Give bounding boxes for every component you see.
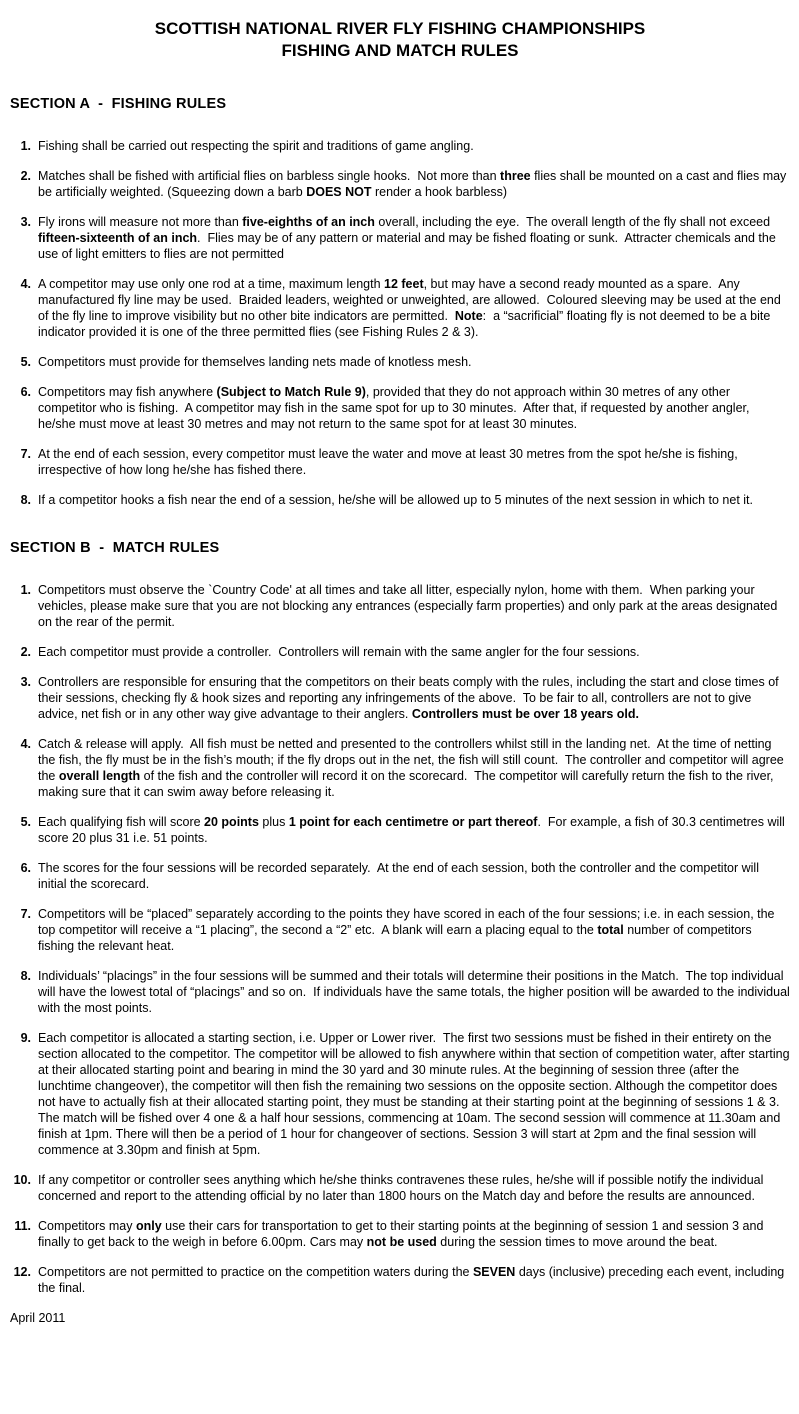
rule-text: If any competitor or controller sees anything which he/she thinks contravenes these rules, he/she will if possible notify the individual concerned and report to the attending official by no later than 1800 hours on the Match day and before the results are announced. [38,1173,767,1203]
rule-text: If a competitor hooks a fish near the end of a session, he/she will be allowed up to 5 minutes of the next session in which to net it. [38,493,753,507]
document-date: April 2011 [10,1311,66,1325]
rule-number: 2. [20,645,31,659]
rule-number: 3. [20,675,31,689]
section-b-rules [10,582,794,1296]
rule-text: Each qualifying fish will score 20 points plus 1 point for each centimetre or part thereof. For example, a fish of 30.3 centimetres will score 20 plus 31 i.e. 51 points. [38,815,789,845]
title-line-2: FISHING AND MATCH RULES [281,41,519,60]
rule-number: 3. [20,215,31,229]
rule-item [10,814,790,846]
section-a [10,96,790,508]
rule-text: Competitors must observe the `Country Code' at all times and take all litter, especially nylon, home with them. When parking your vehicles, please make sure that you are not blocking any entrances (especially farm properties) and only park at the areas designated on the rear of the permit. [38,583,781,629]
rule-text: Competitors may only use their cars for transportation to get to their starting points at the beginning of session 1 and session 3 and finally to get back to the weigh in before 6.00pm. Cars may not be used during the session times to move around the beat. [38,1219,767,1249]
rule-text: Each competitor must provide a controller. Controllers will remain with the same angler for the four sessions. [38,645,640,659]
rule-item [10,446,790,478]
rule-text: Matches shall be fished with artificial flies on barbless single hooks. Not more than three flies shall be mounted on a cast and flies may be artificially weighted. (Squeezing down a barb DOES NOT render a hook barbless) [38,169,790,199]
rule-text: Fly irons will measure not more than five-eighths of an inch overall, including the eye. The overall length of the fly shall not exceed fifteen-sixteenth of an inch. Flies may be of any pattern or material and may be fished floating or sunk. Attracter chemicals and the use of light emitters to flies are not permitted [38,215,780,261]
rule-text: At the end of each session, every competitor must leave the water and move at least 30 metres from the spot he/she is fishing, irrespective of how long he/she has fished there. [38,447,742,477]
rule-item [10,674,790,722]
rule-number: 7. [20,447,31,461]
rule-number: 11. [14,1219,31,1233]
rule-item [10,384,790,432]
rule-item [10,644,790,660]
rule-number: 2. [20,169,31,183]
rule-item [10,276,790,340]
rule-text: A competitor may use only one rod at a time, maximum length 12 feet, but may have a second ready mounted as a spare. Any manufactured fly line may be used. Braided leaders, weighted or unweighted, are allowed. Coloured sleeving may be used at the end of the fly line to improve visibility but no other bite indicators are permitted. Note: a “sacrificial” floating fly is not deemed to be a bite indicator provided it is one of the three permitted flies (see Fishing Rules 2 & 3). [38,277,785,339]
rule-number: 5. [20,355,31,369]
rule-number: 1. [20,139,31,153]
title-line-1: SCOTTISH NATIONAL RIVER FLY FISHING CHAMPIONSHIPS [154,19,646,38]
rule-number: 12. [13,1265,31,1279]
rule-number: 4. [20,737,31,751]
rule-text: Competitors will be “placed” separately according to the points they have scored in each of the four sessions; i.e. in each session, the top competitor will receive a “1 placing”, the second a “2” etc. A blank will earn a placing equal to the total number of competitors fishing the relevant heat. [38,907,778,953]
rule-item [10,168,790,200]
rule-text: Competitors are not permitted to practice on the competition waters during the SEVEN days (inclusive) preceding each event, including the final. [38,1265,788,1295]
rule-text: Competitors may fish anywhere (Subject to Match Rule 9), provided that they do not approach within 30 metres of any other competitor who is fishing. A competitor may fish in the same spot for up to 30 minutes. After that, if requested by another angler, he/she must move at least 30 metres and may not return to the same spot for at least 30 minutes. [38,385,753,431]
rule-number: 1. [20,583,31,597]
rule-text: Individuals’ “placings” in the four sessions will be summed and their totals will determine their positions in the Match. The top individual will have the lowest total of “placings” and so on. If individuals have the same totals, the higher position will be awarded to the individual with the most points. [38,969,794,1015]
section-a-heading: SECTION A - FISHING RULES [10,96,227,112]
rule-text: Competitors must provide for themselves landing nets made of knotless mesh. [38,355,472,369]
rule-item [10,1172,790,1204]
rule-text: Controllers are responsible for ensuring that the competitors on their beats comply with the rules, including the start and close times of their sessions, checking fly & hook sizes and reporting any infringements of the above. To be fair to all, controllers are not to give advice, net fish or in any other way give advantage to their anglers. Controllers must be over 18 years old. [38,675,783,721]
rule-item [10,582,790,630]
rule-number: 7. [20,907,31,921]
rule-number: 6. [20,861,31,875]
rule-number: 8. [20,493,31,507]
rule-text: Fishing shall be carried out respecting the spirit and traditions of game angling. [38,139,474,153]
rule-text: Each competitor is allocated a starting section, i.e. Upper or Lower river. The first two sessions must be fished in their entirety on the section allocated to the competitor. The competitor will be allowed to fish anywhere within that section of competition water, after starting at their allocated starting point and bearing in mind the 30 yard and 30 minute rules. At the beginning of session three (after the lunchtime changeover), the competitor will then fish the remaining two sessions on the opposite section. Although the competitor does not have to actually fish at their allocated starting point, they must be standing at their starting point at the beginning of sessions 1 & 3. The match will be fished over 4 one & a half hour sessions, commencing at 10am. The second session will commence at 11.30am and finish at 1pm. There will then be a period of 1 hour for changeover of sections. Session 3 will start at 2pm and the final session will commence at 3.30pm and finish at 5pm. [38,1031,794,1157]
rule-item [10,860,790,892]
section-a-rules [10,138,790,508]
rule-item [10,354,790,370]
rule-number: 8. [20,969,31,983]
rule-item [10,906,790,954]
rule-item [10,1264,790,1296]
rule-item [10,736,790,800]
rules-document [10,96,794,1296]
section-b [10,540,794,1296]
rule-number: 5. [20,815,31,829]
rule-number: 10. [13,1173,31,1187]
rule-item [10,1218,790,1250]
document-title [10,18,790,62]
rule-item [10,968,794,1016]
rule-item [10,138,790,154]
rule-number: 4. [20,277,31,291]
section-b-heading: SECTION B - MATCH RULES [10,540,220,556]
rule-item [10,214,790,262]
rule-text: Catch & release will apply. All fish must be netted and presented to the controllers whilst still in the landing net. At the time of netting the fish, the fly must be in the fish’s mouth; if the fly drops out in the net, the fish will still count. The controller and competitor will agree the overall length of the fish and the controller will record it on the scorecard. The competitor will carefully return the fish to the river, making sure that it can swim away before releasing it. [38,737,788,799]
rule-item [10,492,790,508]
rule-text: The scores for the four sessions will be recorded separately. At the end of each session, both the controller and the competitor will initial the scorecard. [38,861,763,891]
rule-number: 6. [20,385,31,399]
rule-item [10,1030,794,1158]
rule-number: 9. [20,1031,31,1045]
